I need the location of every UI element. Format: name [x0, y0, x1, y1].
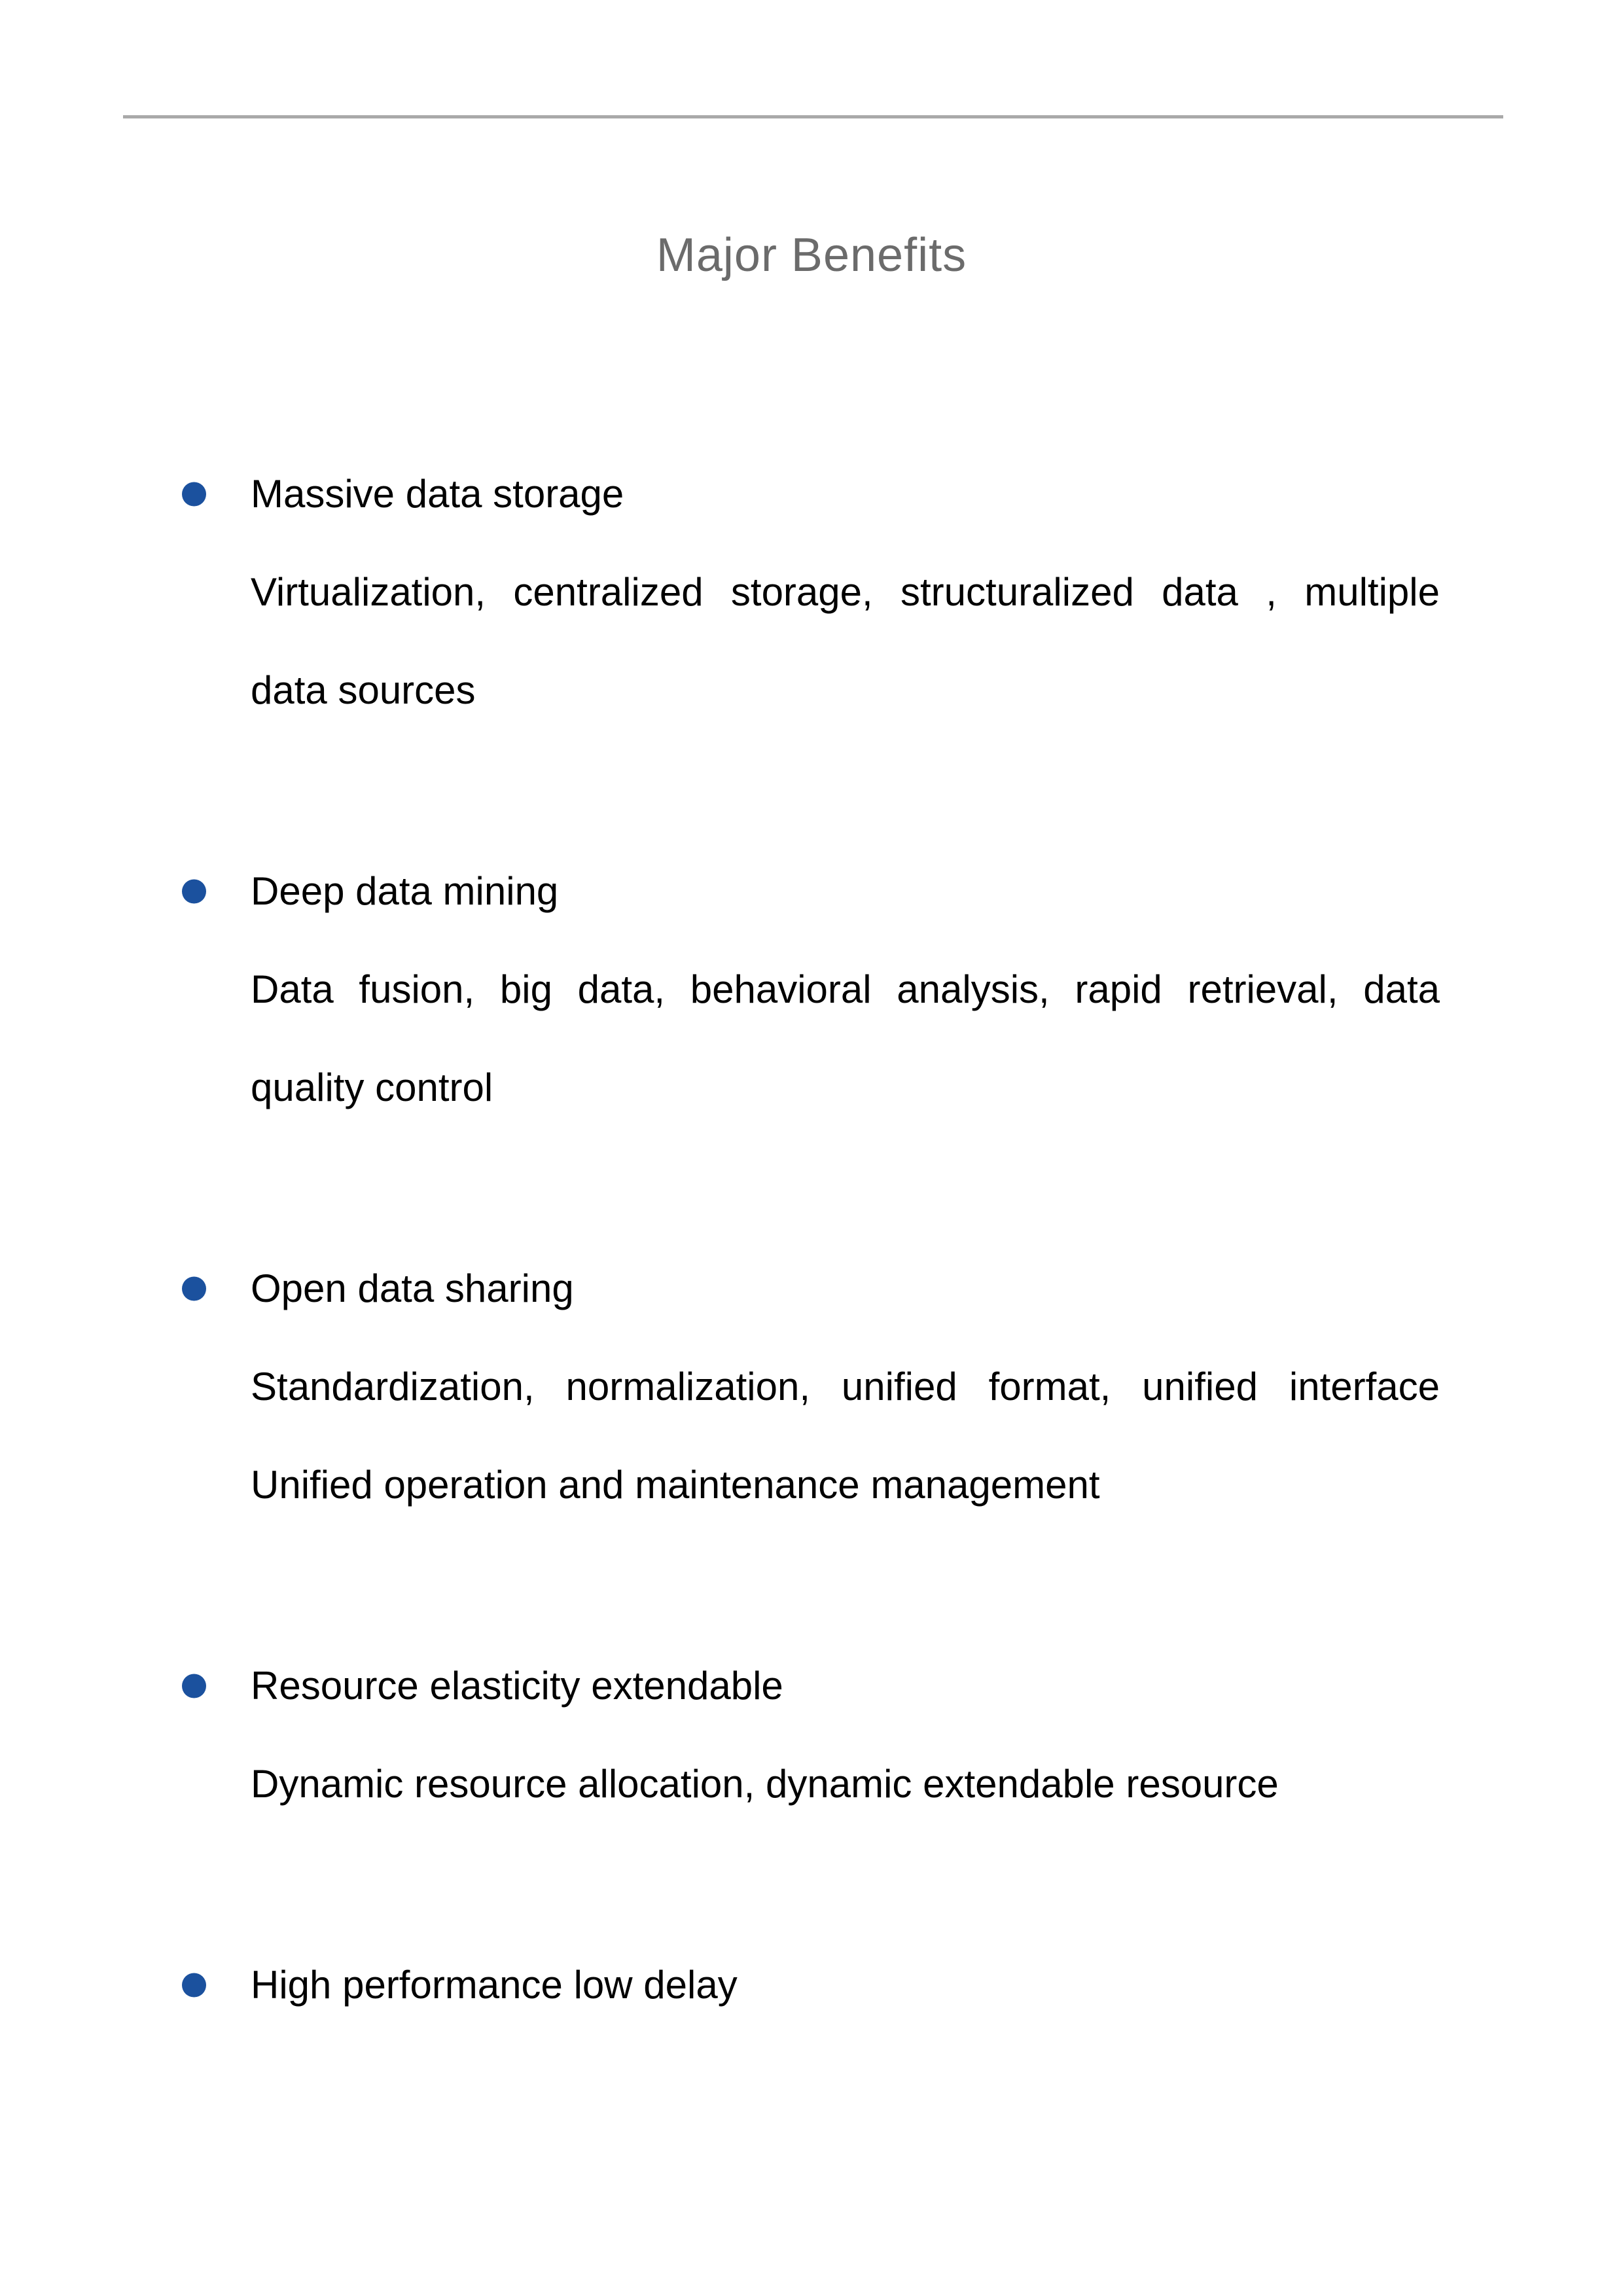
list-item — [251, 1637, 1440, 1833]
page-title: Major Benefits — [656, 229, 967, 281]
bullet-list — [251, 445, 1440, 2034]
bullet-dot-icon — [182, 1973, 206, 1998]
bullet-dot-icon — [182, 880, 206, 904]
bullet-dot-icon — [182, 1277, 206, 1301]
description-line: data sources — [251, 668, 476, 712]
list-item — [251, 445, 1440, 740]
bullet-heading-text: Massive data storage — [251, 472, 624, 516]
bullet-heading-text: Resource elasticity extendable — [251, 1664, 783, 1708]
list-item — [251, 1936, 1440, 2034]
description-line: Dynamic resource allocation, dynamic extendable resource — [251, 1762, 1279, 1806]
bullet-dot-icon — [182, 1674, 206, 1698]
bullet-heading-text: Open data sharing — [251, 1266, 574, 1310]
bullet-heading-text: High performance low delay — [251, 1963, 738, 2007]
bullet-heading — [251, 445, 1440, 543]
bullet-heading — [251, 1240, 1440, 1338]
header-divider — [123, 115, 1503, 118]
list-item — [251, 842, 1440, 1137]
bullet-heading — [251, 1936, 1440, 2034]
description-line: Unified operation and maintenance management — [251, 1463, 1100, 1507]
description-line: Data fusion, big data, behavioral analysis, rapid retrieval, data — [251, 967, 1440, 1011]
list-item — [251, 1240, 1440, 1534]
bullet-heading — [251, 842, 1440, 941]
description-line: Virtualization, centralized storage, structuralized data , multiple — [251, 570, 1440, 614]
bullet-heading-text: Deep data mining — [251, 869, 559, 913]
description-line: Standardization, normalization, unified format, unified interface — [251, 1365, 1440, 1408]
description-line: quality control — [251, 1066, 493, 1109]
bullet-dot-icon — [182, 482, 206, 507]
bullet-heading — [251, 1637, 1440, 1735]
